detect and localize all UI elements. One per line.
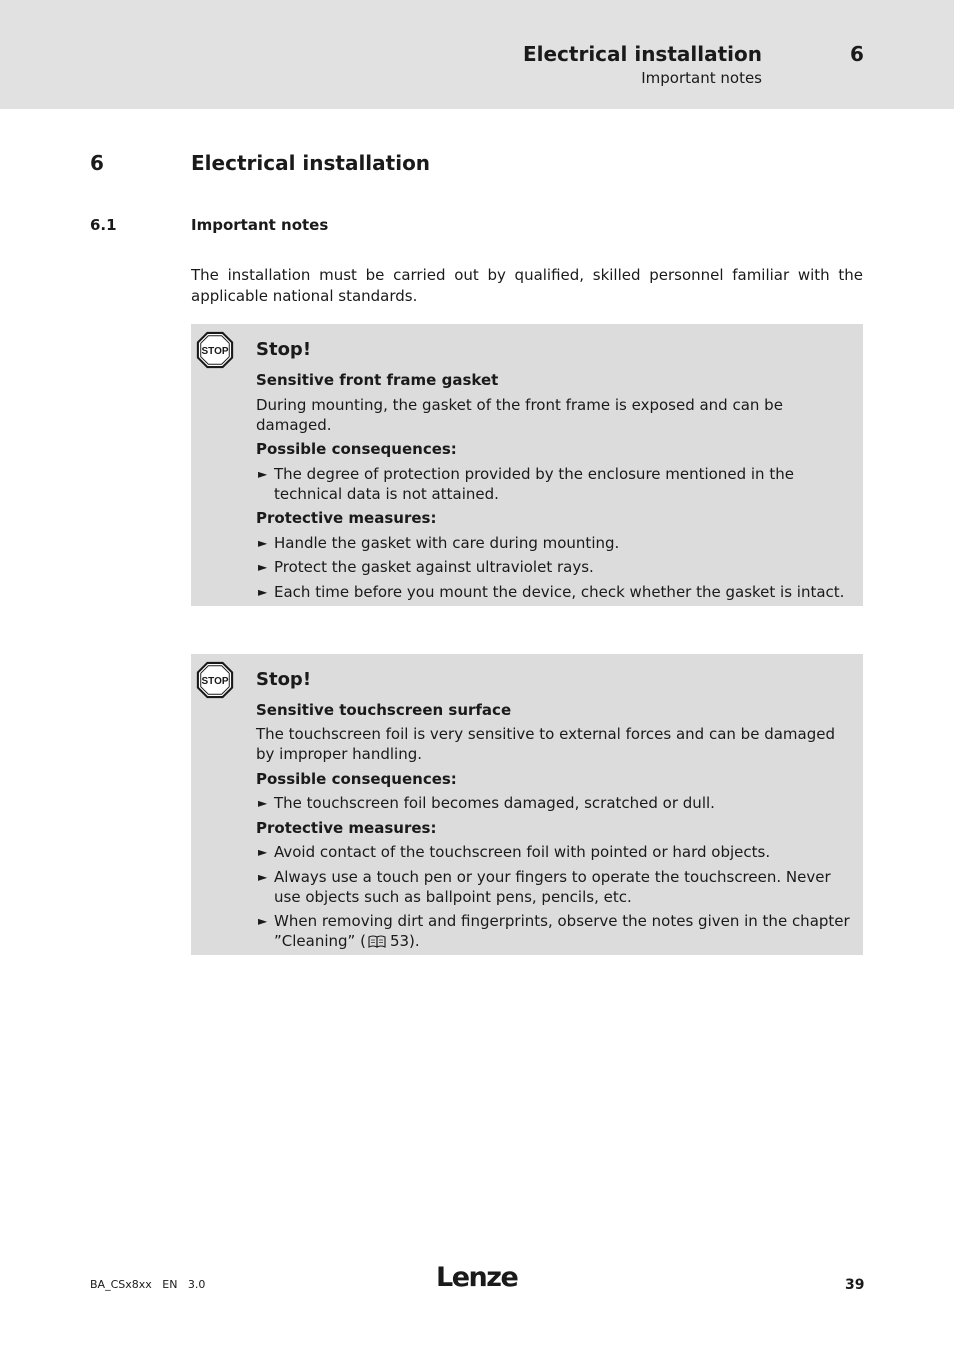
list-item: ► Always use a touch pen or your fingers to operate the touchscreen. Never use objects such as ballpoint pens, pencils, etc.	[258, 868, 831, 906]
section-title: Electrical installation	[191, 151, 431, 175]
measures-label: Protective measures:	[256, 819, 437, 837]
header-chapter-number: 6	[850, 42, 864, 66]
section-number: 6	[90, 151, 104, 175]
notice-description: During mounting, the gasket of the front frame is exposed and can be damaged.	[256, 396, 783, 434]
stop-notice-gasket	[191, 324, 863, 606]
notice-description: The touchscreen foil is very sensitive to external forces and can be damaged by improper handling.	[256, 725, 835, 763]
measures-label: Protective measures:	[256, 509, 437, 527]
bullet-arrow-icon: ►	[258, 796, 268, 810]
page-reference: 53).	[389, 932, 420, 950]
page-number: 39	[845, 1277, 865, 1293]
stop-icon	[196, 331, 234, 369]
bullet-arrow-icon: ►	[258, 560, 268, 574]
stop-icon	[196, 661, 234, 699]
stop-title: Stop!	[256, 669, 312, 690]
bullet-arrow-icon: ►	[258, 845, 268, 859]
brand-logo: Lenze	[436, 1262, 518, 1293]
stop-icon-label: STOP	[201, 675, 229, 687]
bullet-arrow-icon: ►	[258, 585, 268, 599]
intro-paragraph: The installation must be carried out by qualified, skilled personnel familiar with the applicable national standards.	[191, 266, 863, 305]
list-item: ► The degree of protection provided by the enclosure mentioned in the technical data is not attained.	[258, 465, 794, 503]
notice-heading: Sensitive front frame gasket	[256, 371, 499, 389]
notice-heading: Sensitive touchscreen surface	[256, 701, 512, 719]
subsection-number: 6.1	[90, 216, 117, 234]
consequences-label: Possible consequences:	[256, 440, 457, 458]
list-item: ► The touchscreen foil becomes damaged, scratched or dull.	[258, 794, 715, 812]
subsection-title: Important notes	[191, 216, 329, 234]
stop-title: Stop!	[256, 339, 312, 360]
list-item: ► Protect the gasket against ultraviolet rays.	[258, 558, 594, 576]
footer-doc-id: BA_CSx8xx EN 3.0	[90, 1278, 206, 1291]
list-item: ► When removing dirt and fingerprints, observe the notes given in the chapter ”Cleaning” ( 53).	[258, 912, 850, 950]
list-item: ► Handle the gasket with care during mounting.	[258, 534, 620, 552]
book-icon	[368, 935, 386, 948]
list-item: ► Each time before you mount the device, check whether the gasket is intact.	[258, 583, 845, 601]
bullet-arrow-icon: ►	[258, 536, 268, 550]
header-subtitle: Important notes	[641, 69, 762, 87]
bullet-arrow-icon: ►	[258, 914, 268, 928]
bullet-arrow-icon: ►	[258, 870, 268, 884]
stop-icon-label: STOP	[201, 345, 229, 357]
header-title: Electrical installation	[522, 42, 762, 66]
consequences-label: Possible consequences:	[256, 770, 457, 788]
page-header	[0, 0, 954, 109]
list-item: ► Avoid contact of the touchscreen foil with pointed or hard objects.	[258, 843, 771, 861]
stop-notice-touchscreen	[191, 654, 863, 955]
bullet-arrow-icon: ►	[258, 467, 268, 481]
